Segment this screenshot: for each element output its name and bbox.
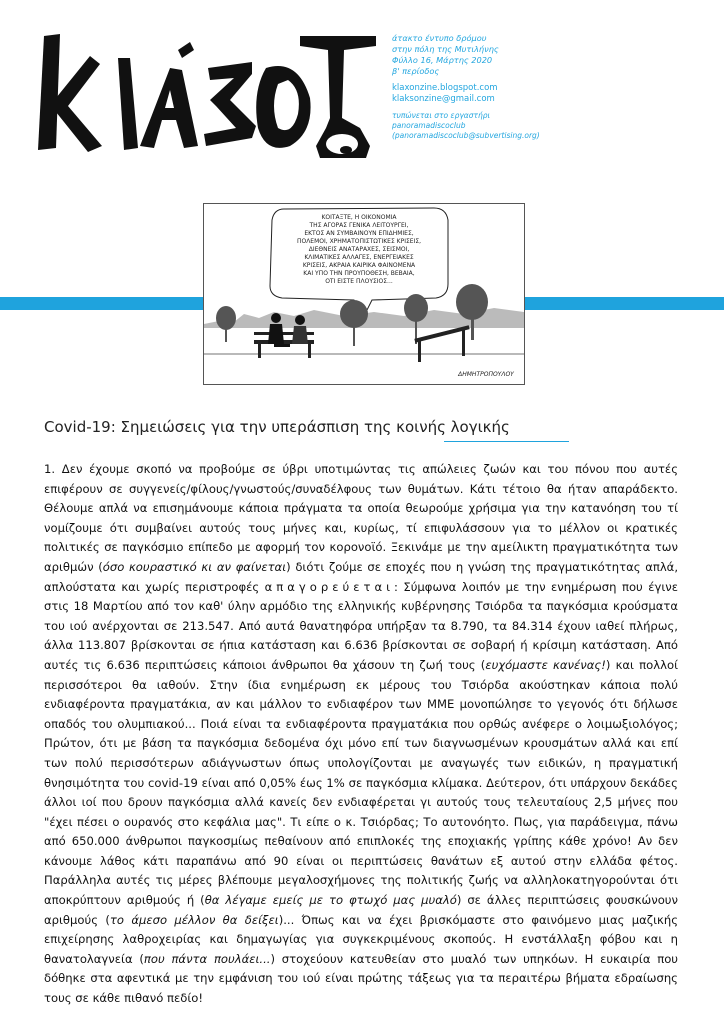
bench-right — [414, 325, 469, 362]
article-paragraph — [44, 460, 678, 1009]
article-text: απαγορεύεται — [264, 579, 395, 594]
speech-line: ΔΙΕΘΝΕΙΣ ΑΝΑΤΑΡΑΧΕΣ, ΣΕΙΣΜΟΙ, — [308, 246, 410, 253]
masthead-line: Φύλλο 16, Μάρτης 2020 — [392, 55, 493, 65]
blog-link[interactable]: klaxonzine.blogspot.com — [392, 83, 498, 93]
title-underline — [44, 441, 569, 442]
masthead-line: β' περίοδος — [392, 66, 440, 76]
email-link[interactable]: klaksonzine@gmail.com — [392, 94, 495, 104]
article-text: : Σύμφωνα λοιπόν με την ενημέρωση που έγινε στις 18 Μαρτίου από τον καθ' ύλην αρμόδιο της ελληνικής κυβέρνησης Τσιόρδα τα παγκόσμια κρούσματα του ιού ανέρχονται σε 213.547. Από αυτά θανατηφόρα υπήρξαν τα 8.790, τα 84.314 έχουν ιαθεί πλήρως, άλλα 113.807 βρίσκονται σε ήπια κατάσταση και 6.636 βρίσκονται σε σοβαρή ή κρίσιμη κατάσταση. Από αυτές τις 6.636 περιπτώσεις κάποιοι άνθρωποι θα χάσουν τη ζωή τους ( — [44, 579, 678, 672]
masthead-print — [392, 111, 692, 141]
print-line: (panoramadiscoclub@subvertising.org) — [392, 131, 540, 140]
article-text: ) διότι ζούμε σε εποχές που η γνώση της πραγματικότητας απλά, απλούστατα και χωρίς περιστροφές — [44, 559, 679, 594]
speech-line: ΚΛΙΜΑΤΙΚΕΣ ΑΛΛΑΓΕΣ, ΕΝΕΡΓΕΙΑΚΕΣ — [304, 254, 414, 261]
article-text: ) στοχεύουν κατευθείαν στο μυαλό των υπηκόων. Η ευκαιρία που δόθηκε στα αφεντικά με την εμφάνιση του ιού είναι πρώτης τάξεως για τα περαιτέρω βήματα εδραίωσης τους σε κάθε πιθανό πεδίο! — [44, 951, 679, 1006]
article-text: ) σε άλλες περιπτώσεις φουσκώνουν αριθμούς ( — [44, 893, 678, 927]
article-italic-text: που πάντα πουλάει... — [143, 951, 271, 966]
article-text: 1. Δεν έχουμε σκοπό να προβούμε σε ύβρι υποτιμώντας τις απώλειες ζωών και του πόνου που αυτές επιφέρουν σε συγγενείς/φίλους/γνωστούς/συναδέλφους των θυμάτων. Κάτι τέτοιο θα ήταν απαράδεκτο. Θέλουμε απλά να επισημάνουμε κάποια πράγματα τα οποία θεωρούμε χρήσιμα για την κατανόηση του τί νομίζουμε ότι συμβαίνει αυτούς τους μήνες και, κυρίως, τί επιφυλάσσουν για το μέλλον οι κρατικές πολιτικές σε παγκόσμιο επίπεδο με αφορμή τον κορονοϊό. Ξεκινάμε με την αμείλικτη πραγματικότητα των αριθμών ( — [44, 462, 678, 574]
article-title: Covid-19: Σημειώσεις για την υπεράσπιση της κοινής λογικής — [44, 418, 510, 436]
speech-line: ΚΟΙΤΑΞΤΕ, Η ΟΙΚΟΝΟΜΙΑ — [321, 214, 397, 221]
article-text: )... Όπως και να έχει βρισκόμαστε στο φαινόμενο μιας μαζικής επιχείρησης λαθροχειρίας και δημαγωγίας για συγκεκριμένους σκοπούς. Η ενστάλλαξη φόβου και η θανατολαγνεία ( — [44, 912, 679, 966]
article-text: ) και πολλοί περισσότεροι θα ιαθούν. Στην ίδια ενημέρωση εκ μέρους του Τσιόρδα ακούστηκαν κάποια πολύ ενδιαφέροντα πραγματάκια, αν και μάλλον το ενδιαφέρον των ΜΜΕ μονοπώλησε το γεγονός ότι δήλωσε οπαδός του ολυμπιακού... Ποιά είναι τα ενδιαφέροντα πραγματάκια που ορθώς ανέφερε ο λοιμωξιολόγος; Πρώτον, ότι με βάση τα παγκόσμια δεδομένα όχι μόνο επί των διαγνωσμένων κρουσμάτων αλλά και επί των πολύ περισσότερων αδιάγνωστων όπως υπολογίζονται με αναγωγές των ειδικών, η πραγματική θνησιμότητα του covid-19 είναι από 0,05% έως 1% σε παγκόσμια κλίμακα. Δεύτερον, ότι υπάρχουν δεκάδες άλλοι ιοί που δρουν παγκόσμια αλλά κανείς δεν ενδιαφέρεται γι αυτούς τους τελευταίους 2,5 μήνες που "έχει πέσει ο ουρανός στο κεφάλια μας". Τι είπε ο κ. Τσιόρδας; Το αυτονόητο. Πως, για παράδειγμα, πάνω από 650.000 άνθρωποι παγκοσμίως πεθαίνουν από επιπλοκές της εποχιακής γρίπης κάθε χρόνο! Αν δεν κάνουμε λάθος κάτι παραπάνω από 90 είναι οι περιπτώσεις θανάτων εξ αυτού στην ελλάδα φέτος. Παράλληλα αυτές τις μέρες βλέπουμε μεγαλοσχήμονες της πολιτικής ζωής να αλληλοκατηγορούνται ότι αποκρύπτουν αριθμούς ή ( — [44, 657, 678, 908]
cartoon-illustration — [204, 204, 524, 384]
article-italic-text: ευχόμαστε κανένας! — [485, 657, 606, 672]
speech-line: ΤΗΣ ΑΓΟΡΑΣ ΓΕΝΙΚΑ ΛΕΙΤΟΥΡΓΕΙ, — [309, 222, 409, 229]
masthead-links — [392, 83, 692, 105]
horn-icon — [30, 28, 380, 168]
speech-line: ΚΡΙΣΕΙΣ, ΑΚΡΑΙΑ ΚΑΙΡΙΚΑ ΦΑΙΝΟΜΕΝΑ — [302, 262, 416, 269]
speech-line: ΟΤΙ ΕΙΣΤΕ ΠΛΟΥΣΙΟΣ... — [325, 278, 393, 285]
masthead-line: άτακτο έντυπο δρόμου — [392, 33, 487, 43]
klaxon-logo — [30, 28, 380, 168]
print-line: τυπώνεται στο εργαστήρι — [392, 111, 491, 120]
cartoon-signature: ΔΗΜΗΤΡΟΠΟΥΛΟΥ — [458, 371, 514, 378]
article-body — [44, 460, 678, 1009]
speech-line: ΠΟΛΕΜΟΙ, ΧΡΗΜΑΤΟΠΙΣΤΩΤΙΚΕΣ ΚΡΙΣΕΙΣ, — [296, 238, 422, 245]
masthead — [392, 33, 692, 141]
speech-line: ΚΑΙ ΥΠΟ ΤΗΝ ΠΡΟΥΠΟΘΕΣΗ, ΒΕΒΑΙΑ, — [303, 270, 415, 277]
article-italic-text: θα λέγαμε εμείς με το φτωχό μας μυαλό — [204, 893, 457, 908]
print-line: panoramadiscoclub — [392, 121, 466, 130]
article-italic-text: όσο κουραστικό κι αν φαίνεται — [102, 559, 287, 574]
article-italic-text: το άμεσο μέλλον θα δείξει — [109, 912, 279, 927]
cartoon — [203, 203, 525, 385]
speech-line: ΕΚΤΟΣ ΑΝ ΣΥΜΒΑΙΝΟΥΝ ΕΠΙΔΗΜΙΕΣ, — [304, 230, 414, 237]
masthead-line: στην πόλη της Μυτιλήνης — [392, 44, 499, 54]
